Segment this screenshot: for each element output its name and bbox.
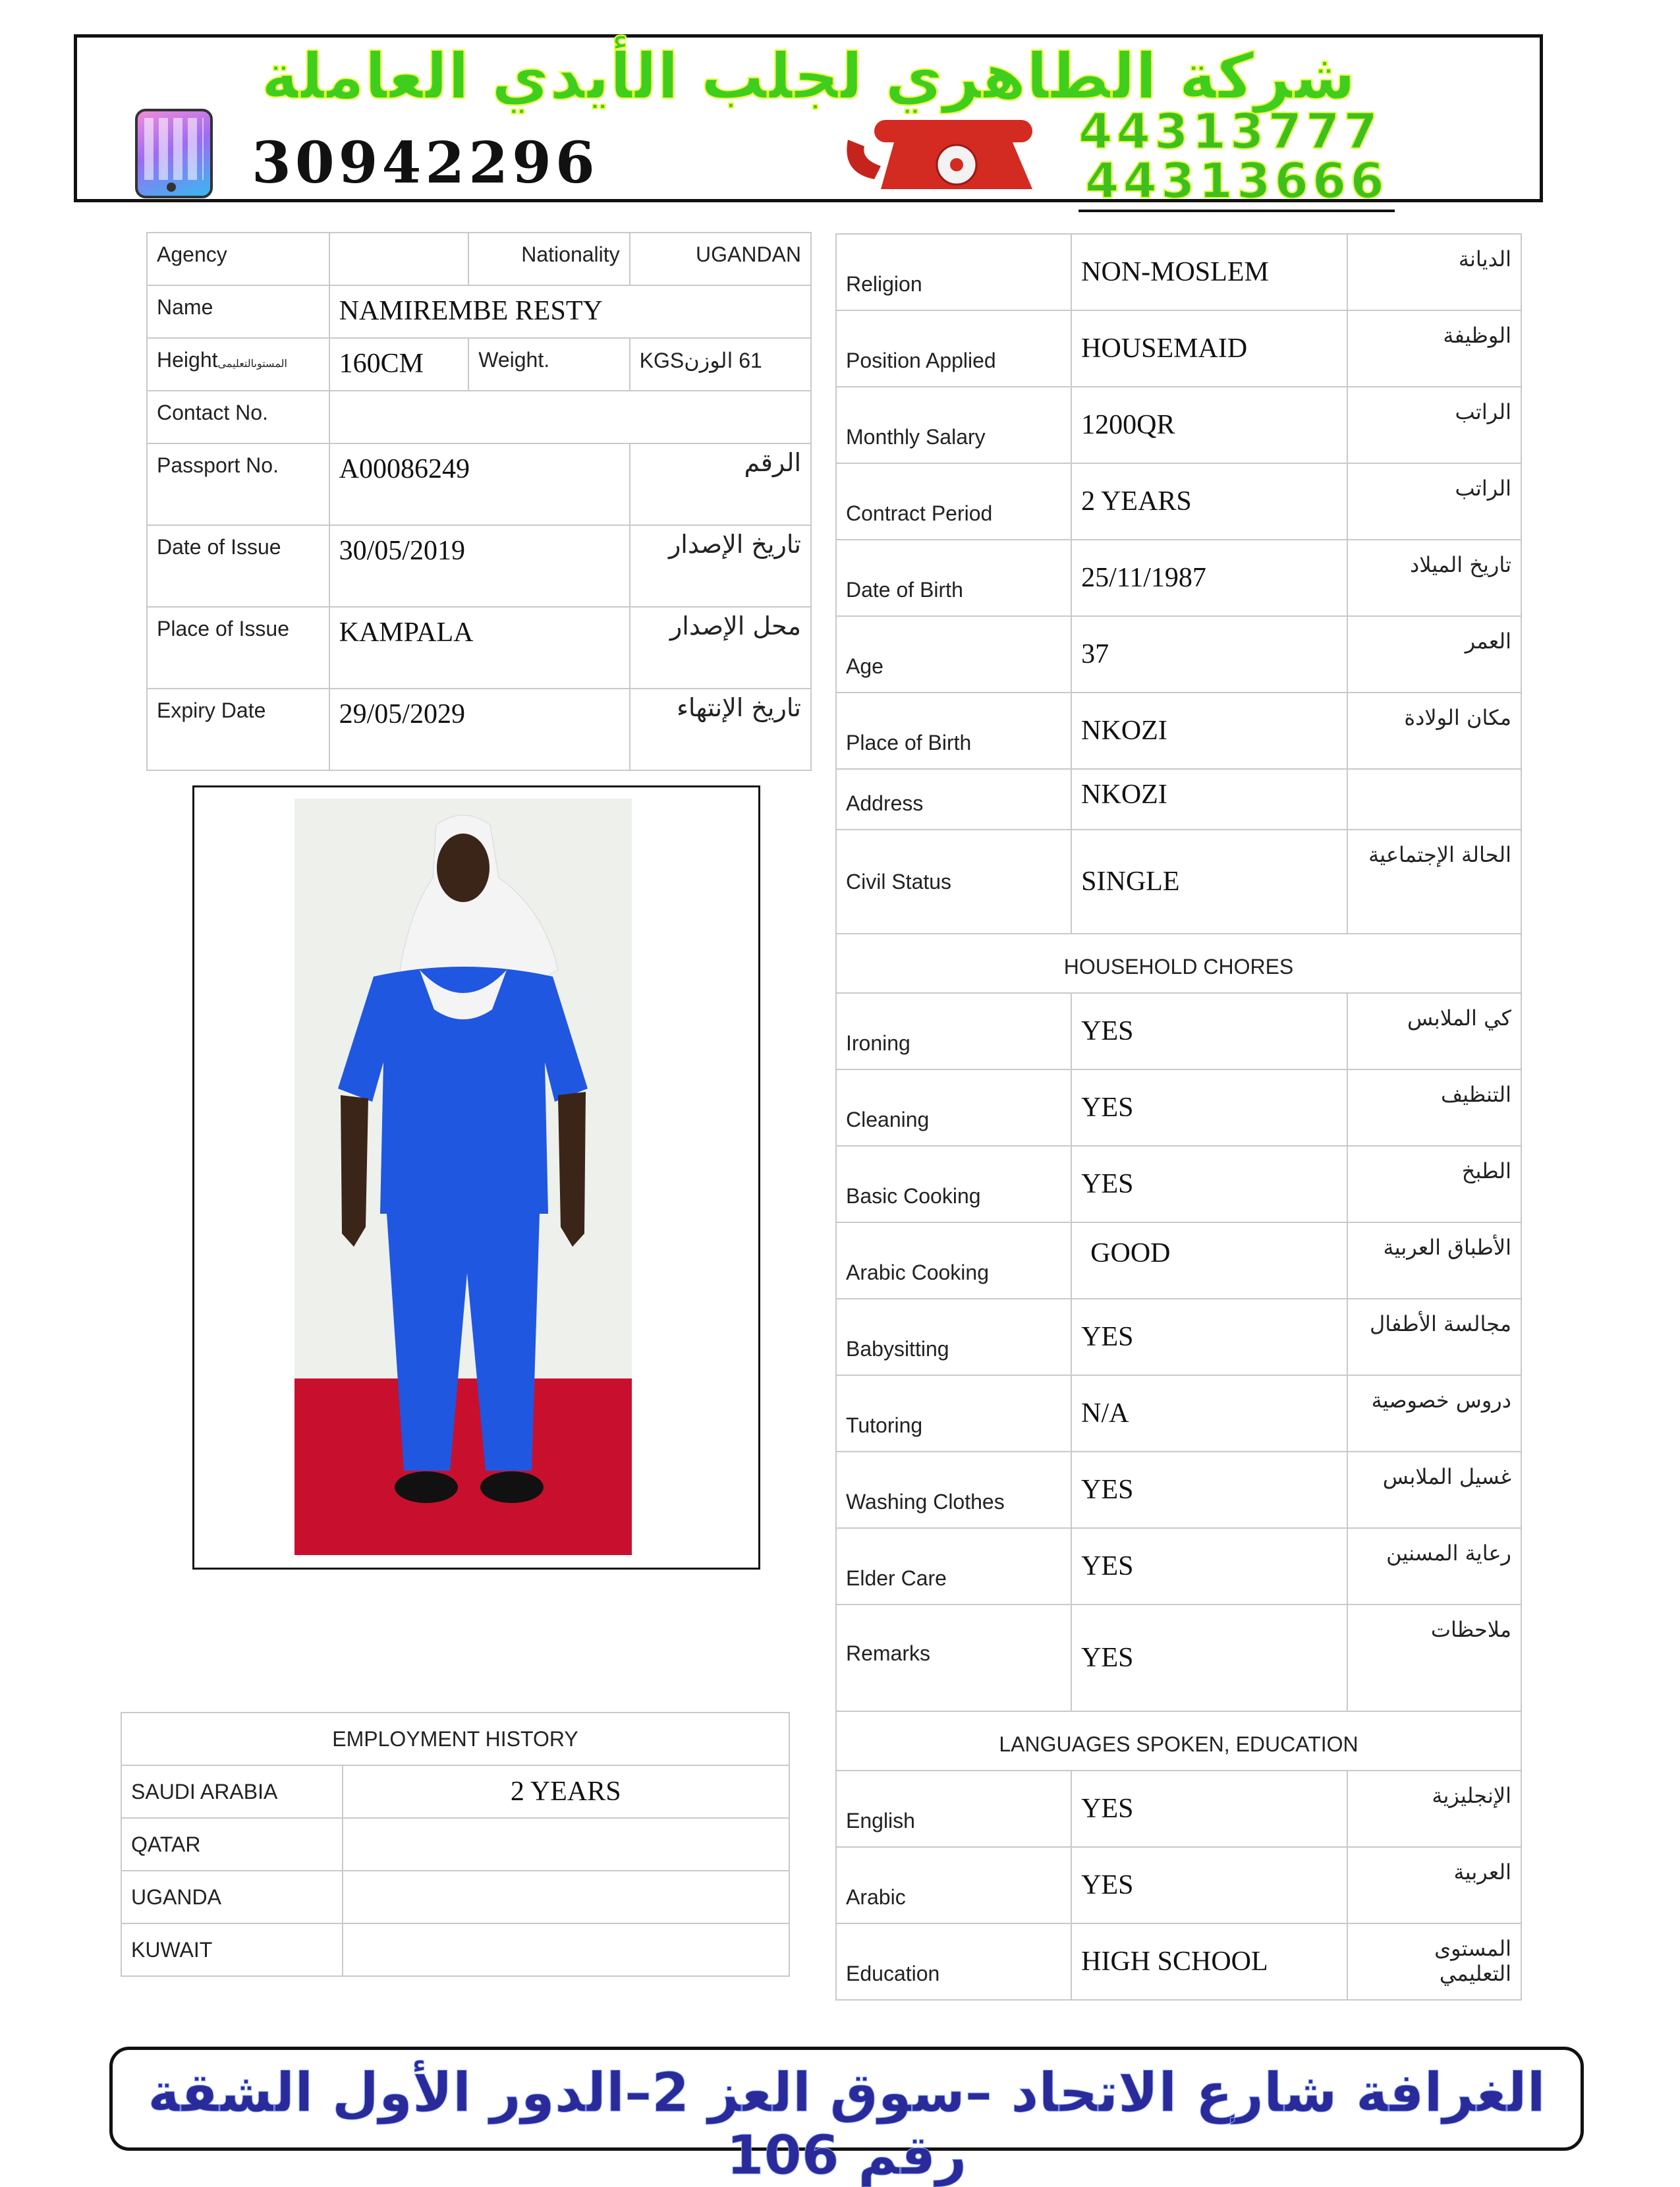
expiry-label-ar: تاريخ الإنتهاء: [630, 689, 811, 770]
chore-row: [836, 1146, 1521, 1222]
agency-row: [147, 233, 811, 285]
smartphone-icon: [135, 109, 213, 198]
details-row: [836, 830, 1521, 934]
telephone-icon: [835, 113, 1052, 192]
details-row: [836, 234, 1521, 310]
agency-label: Agency: [147, 233, 329, 285]
contact-row: [147, 391, 811, 443]
expiry-value: 29/05/2029: [329, 689, 630, 770]
birth-place-label-ar: مكان الولادة: [1347, 693, 1521, 769]
photo-frame: [192, 785, 760, 1570]
babysitting-label-ar: مجالسة الأطفال: [1347, 1299, 1521, 1375]
applicant-photo: [294, 799, 632, 1555]
personal-info-table: [146, 232, 812, 771]
table-row: [121, 1871, 789, 1923]
arabic-value: YES: [1071, 1847, 1347, 1923]
age-label: Age: [836, 616, 1071, 693]
ironing-label: Ironing: [836, 993, 1071, 1069]
elder-care-value: YES: [1071, 1528, 1347, 1605]
table-row: [121, 1923, 789, 1976]
name-row: [147, 285, 811, 338]
washing-value: YES: [1071, 1452, 1347, 1528]
contract-label: Contract Period: [836, 463, 1071, 540]
tutoring-label: Tutoring: [836, 1375, 1071, 1452]
weight-value: 61 الوزنKGS: [630, 338, 811, 391]
civil-status-label: Civil Status: [836, 830, 1071, 934]
position-label-ar: الوظيفة: [1347, 310, 1521, 387]
babysitting-label: Babysitting: [836, 1299, 1071, 1375]
employment-country: UGANDA: [121, 1871, 343, 1923]
chore-row: [836, 1528, 1521, 1605]
civil-status-value: SINGLE: [1071, 830, 1347, 934]
english-label-ar: الإنجليزية: [1347, 1771, 1521, 1847]
birth-date-label: Date of Birth: [836, 540, 1071, 616]
employment-country: QATAR: [121, 1818, 343, 1871]
height-row: [147, 338, 811, 391]
nationality-label: Nationality: [468, 233, 629, 285]
cleaning-label-ar: التنظيف: [1347, 1069, 1521, 1146]
arabic-cooking-value: GOOD: [1071, 1222, 1347, 1299]
details-row: [836, 540, 1521, 616]
footer-address: الغرافة شارع الاتحاد –سوق العز 2–الدور الأول الشقة رقم 106: [148, 2062, 1546, 2187]
employment-period: 2 YEARS: [343, 1765, 790, 1818]
education-value: HIGH SCHOOL: [1071, 1923, 1347, 2000]
contract-value: 2 YEARS: [1071, 463, 1347, 540]
details-row: [836, 463, 1521, 540]
birth-place-value: NKOZI: [1071, 693, 1347, 769]
chore-row: [836, 993, 1521, 1069]
name-label: Name: [147, 285, 329, 338]
details-row: [836, 387, 1521, 463]
details-row: [836, 769, 1521, 830]
language-row: [836, 1923, 1521, 2000]
age-label-ar: العمر: [1347, 616, 1521, 693]
issue-place-label: Place of Issue: [147, 607, 329, 689]
agency-value: [329, 233, 469, 285]
basic-cooking-label-ar: الطبخ: [1347, 1146, 1521, 1222]
language-row: [836, 1771, 1521, 1847]
religion-label: Religion: [836, 234, 1071, 310]
issue-date-label-ar: تاريخ الإصدار: [630, 525, 811, 607]
remarks-value: YES: [1071, 1605, 1347, 1711]
tutoring-label-ar: دروس خصوصية: [1347, 1375, 1521, 1452]
table-row: [121, 1765, 789, 1818]
arabic-label: Arabic: [836, 1847, 1071, 1923]
issue-date-label: Date of Issue: [147, 525, 329, 607]
chore-row: [836, 1452, 1521, 1528]
height-label: Heightالمستوىالتعليمى: [147, 338, 329, 391]
footer-address-box: [109, 2047, 1584, 2187]
phone-number-2: 44313666: [1078, 153, 1395, 212]
employment-period: [343, 1923, 790, 1976]
ironing-label-ar: كي الملابس: [1347, 993, 1521, 1069]
salary-label: Monthly Salary: [836, 387, 1071, 463]
employment-country: SAUDI ARABIA: [121, 1765, 343, 1818]
employment-country: KUWAIT: [121, 1923, 343, 1976]
education-label-ar: المستوى التعليمي: [1347, 1923, 1521, 2000]
religion-value: NON-MOSLEM: [1071, 234, 1347, 310]
chores-header: HOUSEHOLD CHORES: [836, 934, 1521, 993]
washing-label: Washing Clothes: [836, 1452, 1071, 1528]
position-label: Position Applied: [836, 310, 1071, 387]
english-value: YES: [1071, 1771, 1347, 1847]
birth-date-label-ar: تاريخ الميلاد: [1347, 540, 1521, 616]
religion-label-ar: الديانة: [1347, 234, 1521, 310]
birth-date-value: 25/11/1987: [1071, 540, 1347, 616]
nationality-value: UGANDAN: [630, 233, 811, 285]
tutoring-value: N/A: [1071, 1375, 1347, 1452]
employment-header-row: [121, 1713, 789, 1765]
cleaning-label: Cleaning: [836, 1069, 1071, 1146]
weight-label: Weight.: [468, 338, 629, 391]
passport-label: Passport No.: [147, 443, 329, 525]
chore-row: [836, 1605, 1521, 1711]
passport-row: [147, 443, 811, 525]
expiry-row: [147, 689, 811, 770]
arabic-label-ar: العربية: [1347, 1847, 1521, 1923]
civil-status-label-ar: الحالة الإجتماعية: [1347, 830, 1521, 934]
name-value: NAMIREMBE RESTY: [329, 285, 811, 338]
cleaning-value: YES: [1071, 1069, 1347, 1146]
elder-care-label-ar: رعاية المسنين: [1347, 1528, 1521, 1605]
issue-place-label-ar: محل الإصدار: [630, 607, 811, 689]
details-row: [836, 616, 1521, 693]
basic-cooking-label: Basic Cooking: [836, 1146, 1071, 1222]
employment-period: [343, 1871, 790, 1923]
address-label: Address: [836, 769, 1071, 830]
address-label-ar: [1347, 769, 1521, 830]
babysitting-value: YES: [1071, 1299, 1347, 1375]
contract-label-ar: الراتب: [1347, 463, 1521, 540]
issue-place-value: KAMPALA: [329, 607, 630, 689]
languages-header: LANGUAGES SPOKEN, EDUCATION: [836, 1711, 1521, 1771]
company-name: شركة الطاهري لجلب الأيدي العاملة: [261, 40, 1356, 113]
header-banner: [74, 34, 1543, 210]
ironing-value: YES: [1071, 993, 1347, 1069]
employment-header: EMPLOYMENT HISTORY: [121, 1713, 789, 1765]
table-row: [121, 1818, 789, 1871]
elder-care-label: Elder Care: [836, 1528, 1071, 1605]
employment-history-table: [121, 1712, 790, 1977]
age-value: 37: [1071, 616, 1347, 693]
passport-label-ar: الرقم: [630, 443, 811, 525]
arabic-cooking-label: Arabic Cooking: [836, 1222, 1071, 1299]
birth-place-label: Place of Birth: [836, 693, 1071, 769]
remarks-label-ar: ملاحظات: [1347, 1605, 1521, 1711]
job-details-table: [835, 233, 1522, 2001]
employment-period: [343, 1818, 790, 1871]
arabic-cooking-label-ar: الأطباق العربية: [1347, 1222, 1521, 1299]
chore-row: [836, 1299, 1521, 1375]
details-row: [836, 693, 1521, 769]
address-value: NKOZI: [1071, 769, 1347, 830]
height-value: 160CM: [329, 338, 469, 391]
languages-header-row: [836, 1711, 1521, 1771]
position-value: HOUSEMAID: [1071, 310, 1347, 387]
chore-row: [836, 1069, 1521, 1146]
chore-row: [836, 1222, 1521, 1299]
details-row: [836, 310, 1521, 387]
issue-date-row: [147, 525, 811, 607]
phone-number-1: 44313777: [1078, 103, 1382, 160]
basic-cooking-value: YES: [1071, 1146, 1347, 1222]
issue-place-row: [147, 607, 811, 689]
contact-value: [329, 391, 811, 443]
washing-label-ar: غسيل الملابس: [1347, 1452, 1521, 1528]
english-label: English: [836, 1771, 1071, 1847]
issue-date-value: 30/05/2019: [329, 525, 630, 607]
expiry-label: Expiry Date: [147, 689, 329, 770]
remarks-label: Remarks: [836, 1605, 1071, 1711]
contact-label: Contact No.: [147, 391, 329, 443]
mobile-number: 30942296: [252, 130, 599, 196]
chores-header-row: [836, 934, 1521, 993]
chore-row: [836, 1375, 1521, 1452]
education-label: Education: [836, 1923, 1071, 2000]
salary-label-ar: الراتب: [1347, 387, 1521, 463]
language-row: [836, 1847, 1521, 1923]
passport-value: A00086249: [329, 443, 630, 525]
salary-value: 1200QR: [1071, 387, 1347, 463]
